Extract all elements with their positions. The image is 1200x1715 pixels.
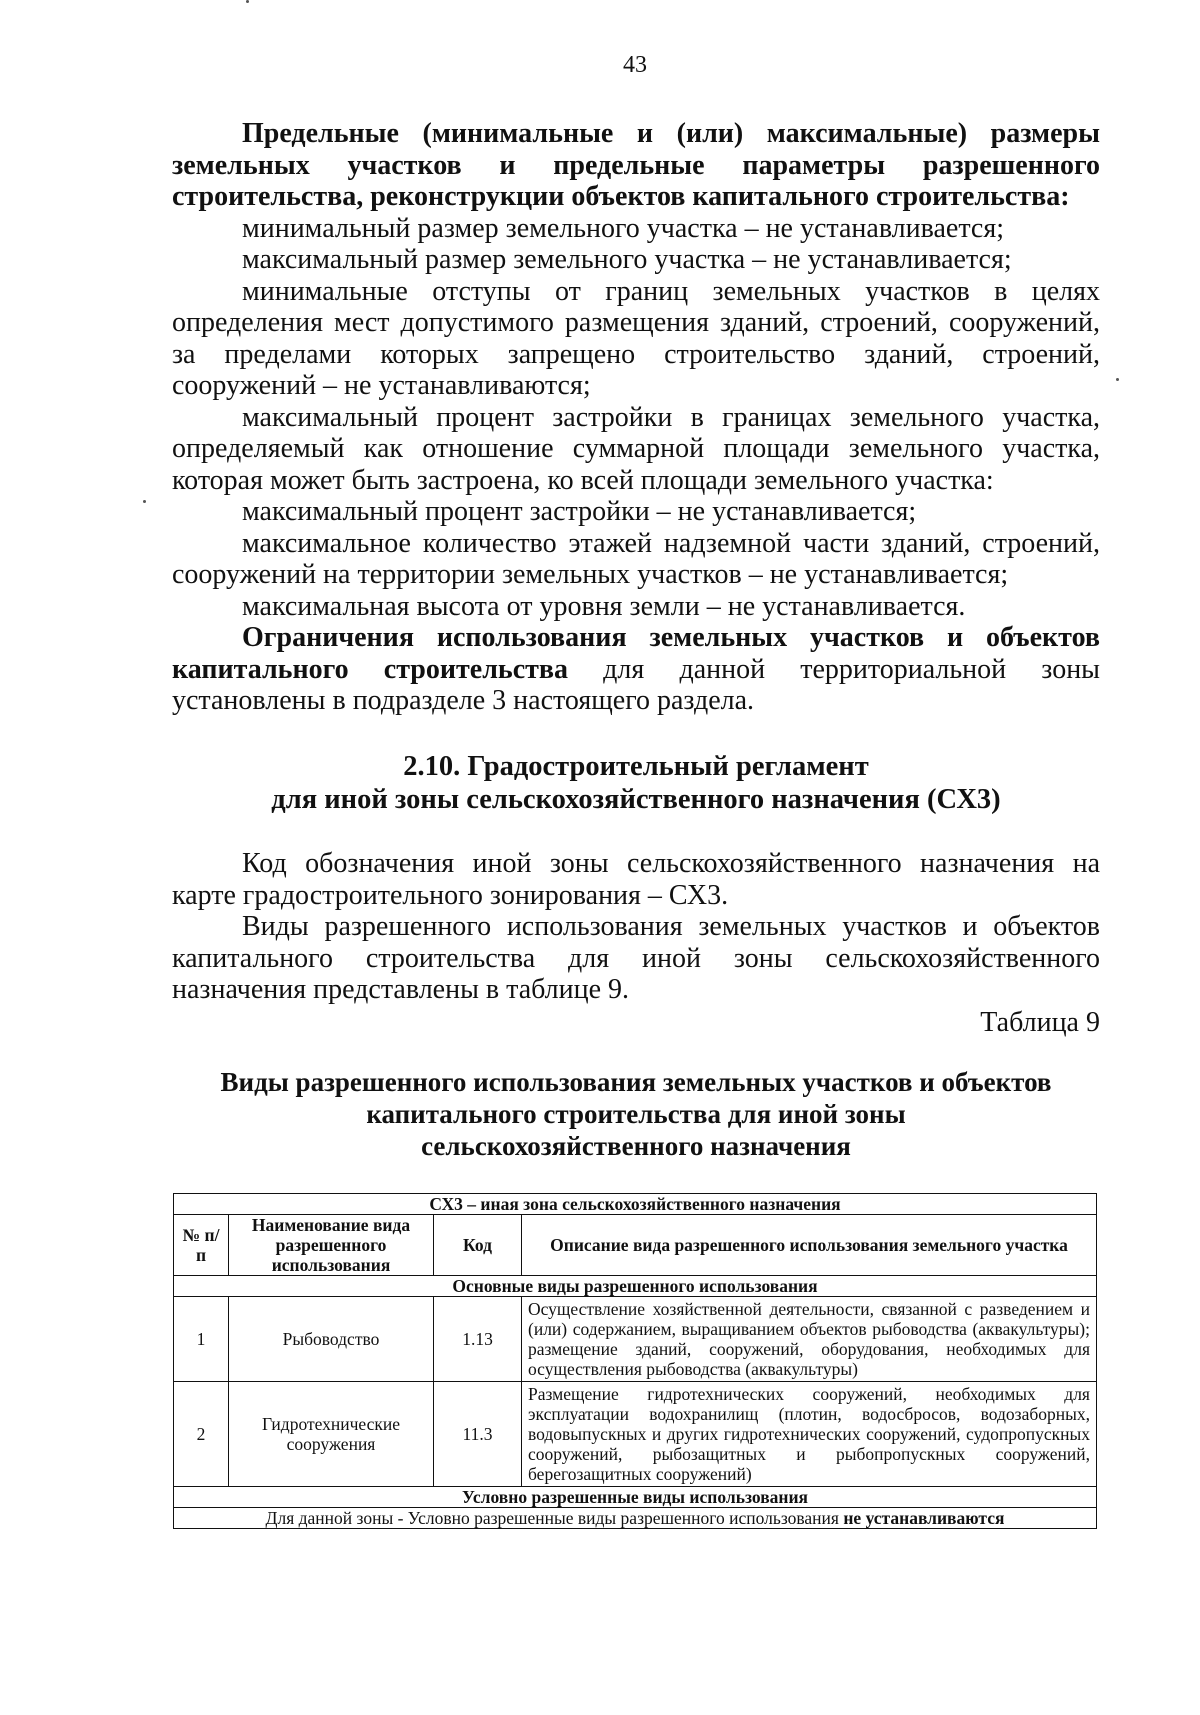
section-title-line1: 2.10. Градостроительный регламент xyxy=(403,751,869,782)
limit-item: минимальные отступы от границ земельных участков в целях определения мест допустимого размещения зданий, строений, сооружений, за пределами которых запрещено строительство зданий, строений, сооружений – не устанавливаются; xyxy=(172,275,1100,401)
page-number: 43 xyxy=(623,52,647,78)
col-header-name: Наименование вида разрешенного использования xyxy=(229,1215,434,1276)
col-header-desc: Описание вида разрешенного использования земельного участка xyxy=(522,1215,1097,1276)
scan-speck xyxy=(1116,378,1119,381)
conditional-note-row xyxy=(174,1508,1097,1529)
limits-block xyxy=(172,118,1100,717)
conditional-note-prefix: Для данной зоны - Условно разрешенные виды разрешенного использования xyxy=(265,1508,844,1528)
restrictions-bold: Ограничения использования земельных участков и объектов капитального строительства xyxy=(172,622,1100,685)
scan-speck xyxy=(143,500,146,503)
limit-item: минимальный размер земельного участка – не устанавливается; xyxy=(242,212,1005,244)
table-row xyxy=(174,1297,1097,1382)
conditional-note xyxy=(174,1508,1097,1529)
row-name: Рыбоводство xyxy=(229,1297,434,1382)
main-section-header: Основные виды разрешенного использования xyxy=(174,1276,1097,1297)
section-title-line2: для иной зоны сельскохозяйственного назначения (СХ3) xyxy=(271,784,1001,815)
zone-header: СХ3 – иная зона сельскохозяйственного назначения xyxy=(174,1194,1097,1215)
limit-item: максимальная высота от уровня земли – не устанавливается. xyxy=(242,590,966,622)
row-name: Гидротехнические сооружения xyxy=(229,1382,434,1487)
conditional-section-header: Условно разрешенные виды использования xyxy=(174,1487,1097,1508)
permitted-uses-table xyxy=(173,1193,1097,1529)
section-body xyxy=(172,848,1100,1006)
section-title xyxy=(172,750,1100,816)
scan-speck xyxy=(246,0,249,3)
limit-item: максимальный размер земельного участка – не устанавливается; xyxy=(242,244,1012,275)
col-header-num: № п/п xyxy=(174,1215,229,1276)
table-title xyxy=(172,1066,1100,1162)
limit-item: максимальный процент застройки в границах земельного участка, определяемый как отношение суммарной площади земельного участка, которая может быть застроена, ко всей площади земельного участка: xyxy=(172,401,1100,496)
row-num: 1 xyxy=(174,1297,229,1382)
limits-heading: Предельные (минимальные и (или) максимальные) размеры земельных участков и предельные параметры разрешенного строительства, реконструкции объектов капитального строительства: xyxy=(172,118,1100,212)
table-title-line1: Виды разрешенного использования земельных участков и объектов xyxy=(220,1067,1052,1097)
table-title-line3: сельскохозяйственного назначения xyxy=(421,1131,851,1161)
main-section-row xyxy=(174,1276,1097,1297)
zone-uses-paragraph: Виды разрешенного использования земельных участков и объектов капитального строительства для иной зоны сельскохозяйственного назначения представлены в таблице 9. xyxy=(172,911,1100,1005)
col-header-code: Код xyxy=(434,1215,522,1276)
zone-header-row xyxy=(174,1194,1097,1215)
conditional-section-row xyxy=(174,1487,1097,1508)
table-row xyxy=(174,1382,1097,1487)
conditional-note-bold: не устанавливаются xyxy=(843,1508,1005,1528)
row-num: 2 xyxy=(174,1382,229,1487)
column-header-row xyxy=(174,1215,1097,1276)
zone-code-paragraph: Код обозначения иной зоны сельскохозяйственного назначения на карте градостроительного зонирования – СХ3. xyxy=(172,848,1100,911)
restrictions-paragraph xyxy=(172,622,1100,717)
limit-item: максимальное количество этажей надземной части зданий, строений, сооружений на территории земельных участков – не устанавливается; xyxy=(172,527,1100,590)
limit-item: максимальный процент застройки – не устанавливается; xyxy=(242,496,917,527)
row-code: 11.3 xyxy=(434,1382,522,1487)
table-label: Таблица 9 xyxy=(980,1007,1100,1038)
row-desc: Размещение гидротехнических сооружений, необходимых для эксплуатации водохранилищ (плотин, водосбросов, водозаборных, водовыпускных и других гидротехнических сооружений, судопропускных сооружений, рыбозащитных и рыбопропускных сооружений, берегозащитных сооружений) xyxy=(522,1382,1097,1487)
row-desc: Осуществление хозяйственной деятельности, связанной с разведением и (или) содержанием, выращиванием объектов рыбоводства (аквакультуры); размещение зданий, сооружений, оборудования, необходимых для осуществления рыбоводства (аквакультуры) xyxy=(522,1297,1097,1382)
restrictions-rest: для данной территориальной зоны установлены в подразделе 3 настоящего раздела. xyxy=(172,653,1100,716)
row-code: 1.13 xyxy=(434,1297,522,1382)
table-title-line2: капитального строительства для иной зоны xyxy=(366,1099,906,1129)
